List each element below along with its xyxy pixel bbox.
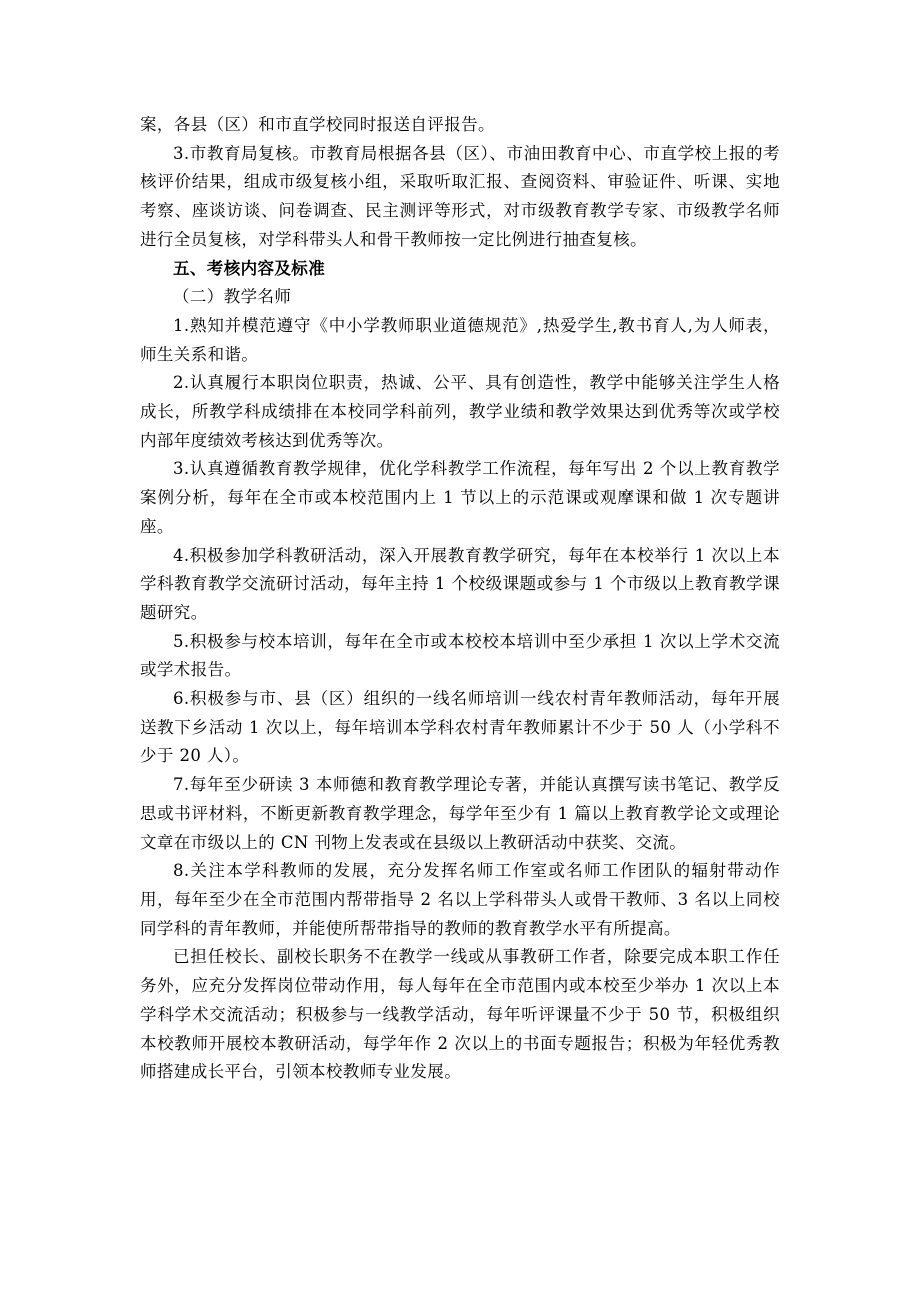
paragraph-review-step-3: 3.市教育局复核。市教育局根据各县（区）、市油田教育中心、市直学校上报的考核评价结果，组成市级复核小组，采取听取汇报、查阅资料、审验证件、听课、实地考察、座谈访谈、问卷调查、民主测评等形式，对市级教育教学专家、市级教学名师进行全员复核，对学科带头人和骨干教师按一定比例进行抽查复核。: [140, 143, 780, 249]
criterion-item-1: 1.熟知并模范遵守《中小学教师职业道德规范》,热爱学生,教书育人,为人师表，师生关系和谐。: [140, 315, 780, 364]
criterion-item-3: 3.认真遵循教育教学规律，优化学科教学工作流程，每年写出 2 个以上教育教学案例分析，每年在全市或本校范围内上 1 节以上的示范课或观摩课和做 1 次专题讲座。: [140, 459, 780, 536]
document-body: [140, 111, 780, 1087]
criterion-item-2: 2.认真履行本职岗位职责，热诚、公平、具有创造性，教学中能够关注学生人格成长，所教学科成绩排在本校同学科前列，教学业绩和教学效果达到优秀等次或学校内部年度绩效考核达到优秀等次。: [140, 373, 780, 450]
subsection-heading-teaching-master: （二）教学名师: [173, 287, 292, 307]
section-heading-assessment-content: 五、考核内容及标准: [173, 258, 326, 278]
paragraph-principal-requirements: 已担任校长、副校长职务不在教学一线或从事教研工作者，除要完成本职工作任务外，应充分发挥岗位带动作用，每人每年在全市范围内或本校至少举办 1 次以上本学科学术交流活动；积极参与一线教学活动，每年听评课量不少于 50 节，积极组织本校教师开展校本教研活动，每学年作 2 次以上的书面专题报告；积极为年轻优秀教师搭建成长平台，引领本校教师专业发展。: [140, 947, 780, 1082]
criterion-item-6: 6.积极参与市、县（区）组织的一线名师培训一线农村青年教师活动，每年开展送教下乡活动 1 次以上，每年培训本学科农村青年教师累计不少于 50 人（小学科不少于 20 人）。: [140, 689, 780, 766]
criterion-item-7: 7.每年至少研读 3 本师德和教育教学理论专著，并能认真撰写读书笔记、教学反思或书评材料，不断更新教育教学理念，每学年至少有 1 篇以上教育教学论文或理论文章在市级以上的 CN 刊物上发表或在县级以上教研活动中获奖、交流。: [140, 775, 780, 852]
paragraph-continuation: 案，各县（区）和市直学校同时报送自评报告。: [140, 115, 495, 134]
criterion-item-5: 5.积极参与校本培训，每年在全市或本校校本培训中至少承担 1 次以上学术交流或学术报告。: [140, 631, 780, 680]
criterion-item-4: 4.积极参加学科教研活动，深入开展教育教学研究，每年在本校举行 1 次以上本学科教育教学交流研讨活动，每年主持 1 个校级课题或参与 1 个市级以上教育教学课题研究。: [140, 545, 780, 622]
criterion-item-8: 8.关注本学科教师的发展，充分发挥名师工作室或名师工作团队的辐射带动作用，每年至少在全市范围内帮带指导 2 名以上学科带头人或骨干教师、3 名以上同校同学科的青年教师，并能使所帮带指导的教师的教育教学水平有所提高。: [140, 861, 780, 938]
